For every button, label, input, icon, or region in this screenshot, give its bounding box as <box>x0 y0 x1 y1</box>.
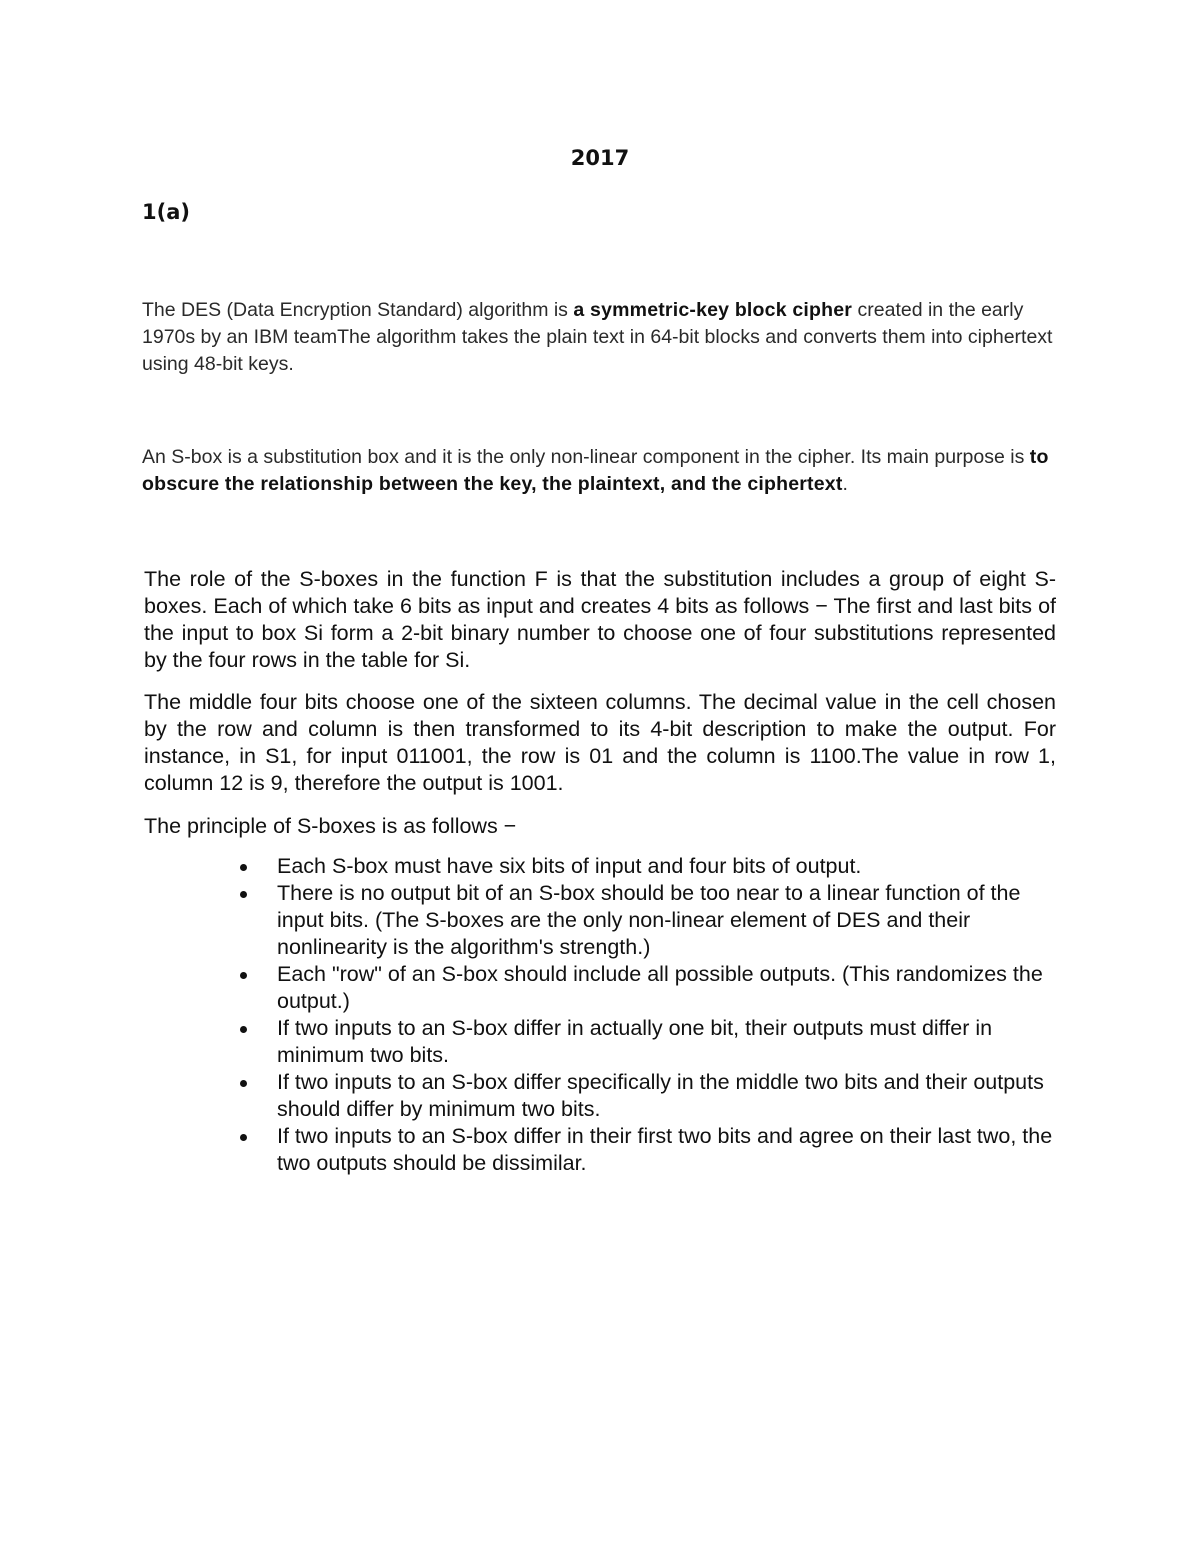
bullet-icon <box>240 1026 247 1033</box>
bullet-icon <box>240 972 247 979</box>
des-paragraph <box>142 297 1072 378</box>
list-item-text: Each S-box must have six bits of input and four bits of output. <box>277 854 862 878</box>
list-item-text: If two inputs to an S-box differ specifically in the middle two bits and their outputs should differ by minimum two bits. <box>277 1070 1044 1121</box>
list-item <box>277 853 1059 880</box>
role-paragraph: The role of the S-boxes in the function F is that the substitution includes a group of eight S-boxes. Each of which take 6 bits as input and creates 4 bits as follows − The first and last bits of the input to box Si form a 2-bit binary number to choose one of four substitutions represented by the four rows in the table for Si. <box>144 567 1056 672</box>
sbox-bold-phrase: to obscure the relationship between the key, the plaintext, and the ciphertext <box>142 446 1049 495</box>
sbox-text-end: . <box>842 473 848 495</box>
list-item-text: Each "row" of an S-box should include all possible outputs. (This randomizes the output.) <box>277 962 1043 1013</box>
list-item <box>277 1069 1059 1123</box>
list-item <box>277 1015 1059 1069</box>
sbox-paragraph <box>142 444 1072 498</box>
list-item <box>277 1123 1059 1177</box>
bullet-icon <box>240 891 247 898</box>
des-bold-phrase: a symmetric-key block cipher <box>573 299 853 321</box>
bullet-icon <box>240 864 247 871</box>
des-text-start: The DES (Data Encryption Standard) algorithm is <box>142 299 574 321</box>
list-item-text: If two inputs to an S-box differ in their first two bits and agree on their last two, the two outputs should be dissimilar. <box>277 1124 1053 1175</box>
list-item <box>277 961 1059 1015</box>
principle-intro: The principle of S-boxes is as follows − <box>144 814 517 838</box>
bullet-icon <box>240 1080 247 1087</box>
sbox-text-start: An S-box is a substitution box and it is the only non-linear component in the cipher. Its main purpose is <box>142 446 1030 468</box>
middle-bits-paragraph: The middle four bits choose one of the sixteen columns. The decimal value in the cell chosen by the row and column is then transformed to its 4-bit description to make the output. For instance, in S1, for input 011001, the row is 01 and the column is 1100.The value in row 1, column 12 is 9, therefore the output is 1001. <box>144 690 1056 795</box>
bullet-icon <box>240 1134 247 1141</box>
principles-list <box>277 853 1059 1177</box>
year-heading: 2017 <box>570 146 630 170</box>
list-item-text: There is no output bit of an S-box should be too near to a linear function of the input bits. (The S-boxes are the only non-linear element of DES and their nonlinearity is the algorithm's strength.) <box>277 881 1021 959</box>
list-item <box>277 880 1059 961</box>
question-number: 1(a) <box>142 200 190 224</box>
list-item-text: If two inputs to an S-box differ in actually one bit, their outputs must differ in minimum two bits. <box>277 1016 993 1067</box>
des-text-end: created in the early 1970s by an IBM teamThe algorithm takes the plain text in 64-bit blocks and converts them into ciphertext using 48-bit keys. <box>142 299 1053 375</box>
